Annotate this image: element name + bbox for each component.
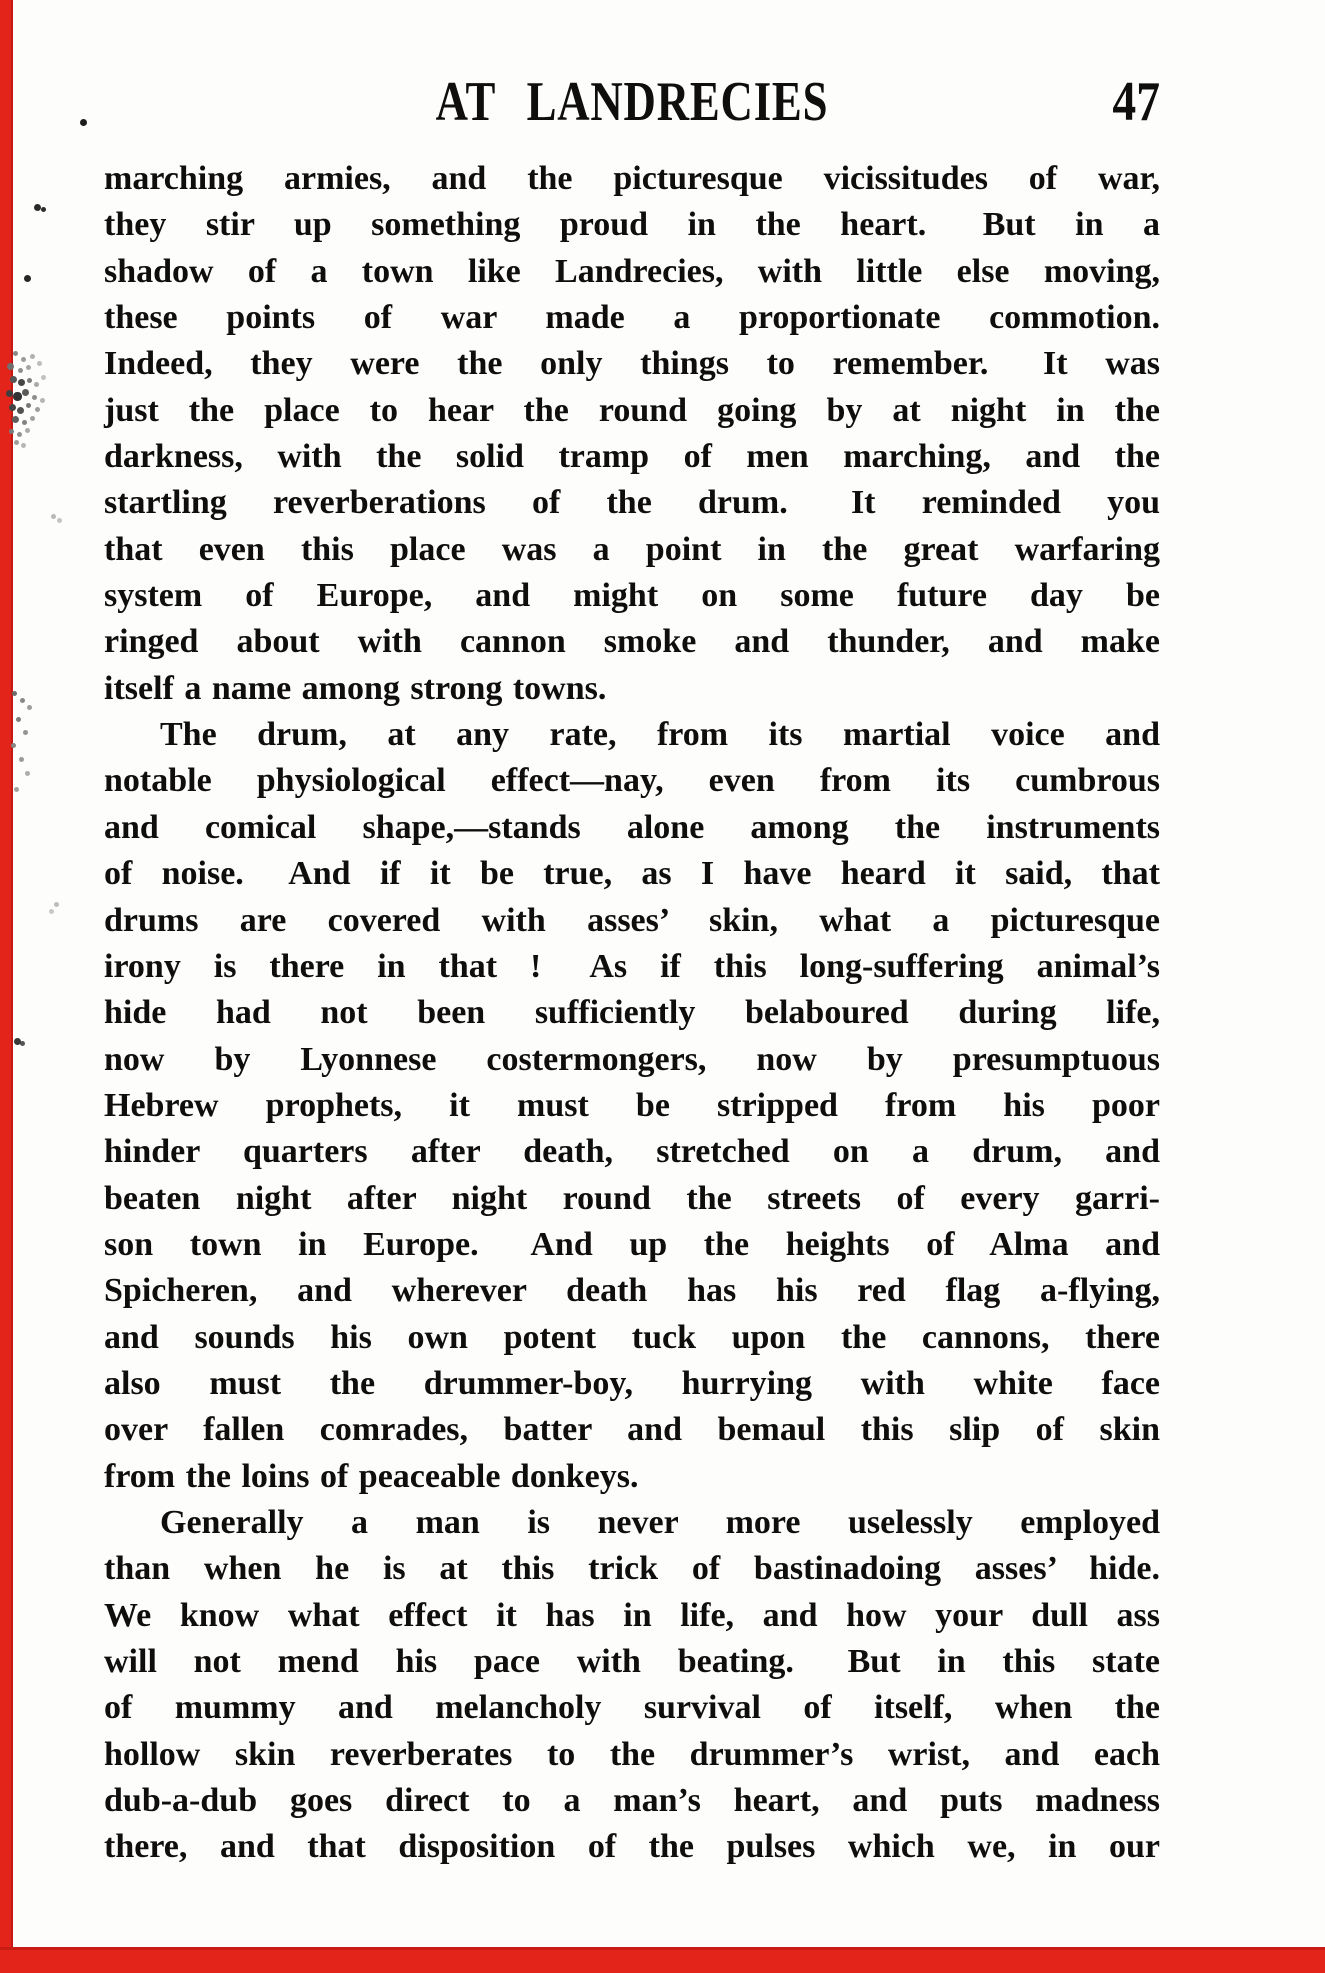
text-line: shadow of a town like Landrecies, with little else moving, [104,252,1160,290]
text-line: there, and that disposition of the pulses which we, in our [104,1828,1160,1866]
text-line: just the place to hear the round going by at night in the [104,391,1160,429]
page-number: 47 [1112,71,1160,133]
text-line: notable physiological effect—nay, even from its cumbrous [104,762,1160,800]
text-line: and sounds his own potent tuck upon the cannons, there [104,1318,1160,1356]
text-line: startling reverberations of the drum. It reminded you [104,484,1160,522]
text-line: marching armies, and the picturesque vicissitudes of war, [104,160,1160,197]
red-cover-edge-left [0,0,13,1973]
text-line: darkness, with the solid tramp of men marching, and the [104,438,1160,476]
text-line: irony is there in that ! As if this long-suffering animal’s [104,947,1160,985]
text-line: beaten night after night round the streets of every garri- [104,1179,1160,1217]
text-line: that even this place was a point in the great warfaring [104,530,1160,568]
text-line: drums are covered with asses’ skin, what a picturesque [104,901,1160,939]
text-line: than when he is at this trick of bastinadoing asses’ hide. [104,1550,1160,1588]
text-line: itself a name among strong towns. [104,669,607,707]
text-line: system of Europe, and might on some future day be [104,577,1160,615]
text-line: they stir up something proud in the heart. But in a [104,206,1160,244]
text-line: hinder quarters after death, stretched on a drum, and [104,1133,1160,1171]
text-line: also must the drummer-boy, hurrying with white face [104,1364,1160,1402]
text-line: Spicheren, and wherever death has his red flag a-flying, [104,1272,1160,1310]
text-line: We know what effect it has in life, and how your dull ass [104,1596,1160,1634]
page-header [104,70,1160,140]
text-line: Generally a man is never more uselessly employed [160,1503,1160,1541]
text-line: these points of war made a proportionate commotion. [104,299,1160,337]
text-line: dub-a-dub goes direct to a man’s heart, and puts madness [104,1782,1160,1820]
text-line: of mummy and melancholy survival of itself, when the [104,1689,1160,1727]
text-line: ringed about with cannon smoke and thunder, and make [104,623,1160,661]
text-line: hollow skin reverberates to the drummer’s wrist, and each [104,1735,1160,1773]
text-line: The drum, at any rate, from its martial voice and [160,716,1160,754]
running-title: AT LANDRECIES [435,71,829,133]
text-line: and comical shape,—stands alone among the instruments [104,808,1160,846]
text-line: Hebrew prophets, it must be stripped from his poor [104,1086,1160,1124]
text-line: Indeed, they were the only things to remember. It was [104,345,1160,383]
text-line: son town in Europe. And up the heights of Alma and [104,1225,1160,1263]
text-line: from the loins of peaceable donkeys. [104,1457,639,1495]
body-text [104,156,1160,1871]
red-cover-edge-bottom [0,1947,1325,1973]
text-line: of noise. And if it be true, as I have heard it said, that [104,855,1160,893]
text-line: hide had not been sufficiently belaboured during life, [104,994,1160,1032]
text-line: now by Lyonnese costermongers, now by presumptuous [104,1040,1160,1078]
text-line: will not mend his pace with beating. But in this state [104,1643,1160,1680]
text-line: over fallen comrades, batter and bemaul this slip of skin [104,1411,1160,1449]
